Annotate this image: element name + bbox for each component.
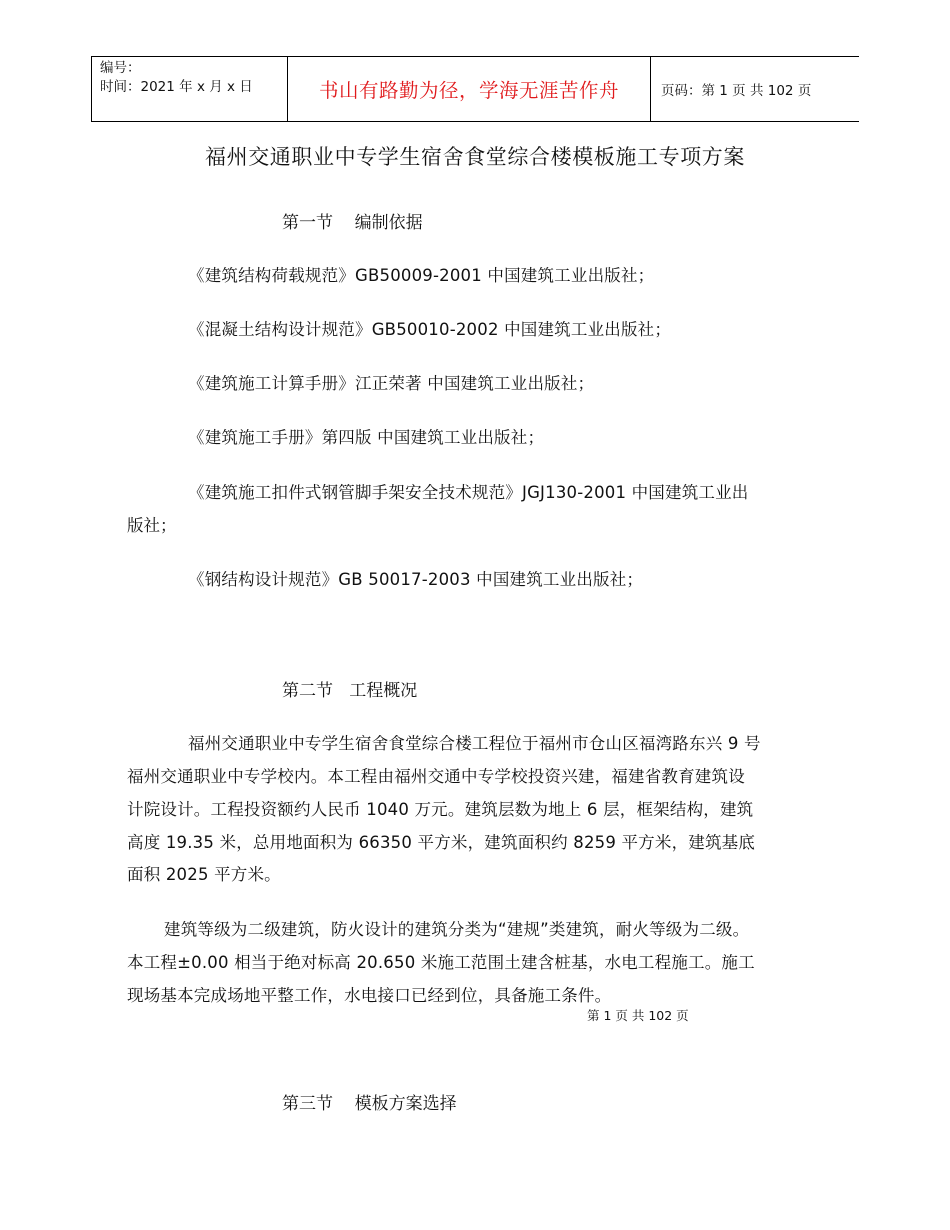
motto-cell xyxy=(288,57,651,121)
overview-paragraph-line: 高度 19.35 米，总用地面积为 66350 平方米，建筑面积约 8259 平方米，建筑基底 xyxy=(127,833,756,852)
overview-paragraph-line: 福州交通职业中专学校内。本工程由福州交通中专学校投资兴建，福建省教育建筑设 xyxy=(127,767,745,786)
overview-paragraph-line: 福州交通职业中专学生宿舍食堂综合楼工程位于福州市仓山区福湾路东兴 9 号 xyxy=(188,734,761,753)
header-meta-cell xyxy=(92,57,288,121)
serial-number-label: 编号： xyxy=(100,60,141,76)
overview-paragraph-line: 面积 2025 平方米。 xyxy=(127,865,281,884)
date-label: 时间：2021 年 x 月 x 日 xyxy=(100,79,253,95)
page-info-cell xyxy=(651,57,859,121)
reference-item-continuation: 版社； xyxy=(127,516,177,535)
section1-heading: 第一节 编制依据 xyxy=(282,213,423,233)
grade-paragraph-line: 建筑等级为二级建筑，防火设计的建筑分类为“建规”类建筑，耐火等级为二级。 xyxy=(164,920,750,939)
reference-item: 《建筑结构荷载规范》GB50009-2001 中国建筑工业出版社； xyxy=(188,266,655,285)
reference-item: 《建筑施工手册》第四版 中国建筑工业出版社； xyxy=(188,428,545,447)
reference-item: 《建筑施工计算手册》江正荣著 中国建筑工业出版社； xyxy=(188,374,595,393)
motto-text: 书山有路勤为径，学海无涯苦作舟 xyxy=(318,79,619,102)
document-title: 福州交通职业中专学生宿舍食堂综合楼模板施工专项方案 xyxy=(205,145,745,169)
section3-heading: 第三节 模板方案选择 xyxy=(282,1094,457,1114)
page-footer: 第 1 页 共 102 页 xyxy=(587,1008,689,1023)
reference-item: 《建筑施工扣件式钢管脚手架安全技术规范》JGJ130-2001 中国建筑工业出 xyxy=(188,483,749,502)
overview-paragraph-line: 计院设计。工程投资额约人民币 1040 万元。建筑层数为地上 6 层，框架结构，建筑 xyxy=(127,800,754,819)
section2-heading: 第二节 工程概况 xyxy=(282,681,418,701)
grade-paragraph-line: 现场基本完成场地平整工作，水电接口已经到位，具备施工条件。 xyxy=(127,986,612,1005)
reference-item: 《混凝土结构设计规范》GB50010-2002 中国建筑工业出版社； xyxy=(188,320,672,339)
page-info-text: 页码：第 1 页 共 102 页 xyxy=(661,83,812,99)
header-table xyxy=(91,56,859,122)
grade-paragraph-line: 本工程±0.00 相当于绝对标高 20.650 米施工范围土建含桩基，水电工程施工。施工 xyxy=(127,953,755,972)
reference-item: 《钢结构设计规范》GB 50017-2003 中国建筑工业出版社； xyxy=(188,570,644,589)
